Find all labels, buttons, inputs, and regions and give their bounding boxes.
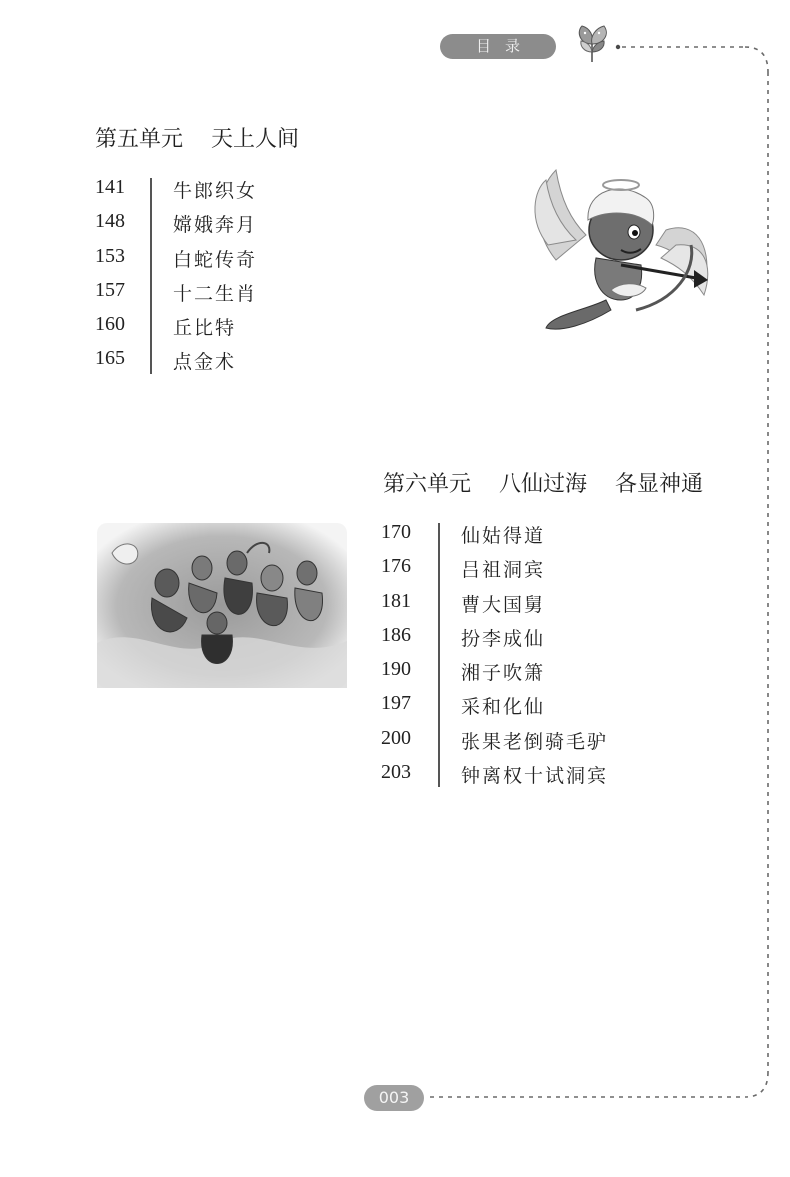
- toc-header-label: 目录: [440, 34, 556, 59]
- toc-page-number: 190: [381, 658, 411, 681]
- toc-page-number: 181: [381, 589, 411, 612]
- toc-page-number: 170: [381, 521, 411, 543]
- toc-page-number: 153: [95, 244, 125, 267]
- toc-page-number: 203: [381, 761, 411, 784]
- toc-entry-title: 牛郎织女: [173, 180, 258, 202]
- toc-entry[interactable]: [381, 551, 761, 585]
- toc-entry-title: 采和化仙: [461, 696, 546, 719]
- toc-entry[interactable]: [381, 517, 761, 551]
- toc-entry[interactable]: [95, 172, 395, 206]
- toc-entry-title: 嫦娥奔月: [173, 214, 258, 237]
- toc-entry-title: 扮李成仙: [461, 627, 546, 650]
- toc-entry-title: 十二生肖: [173, 282, 258, 305]
- toc-entry-title: 张果老倒骑毛驴: [461, 730, 609, 753]
- toc-entry-title: 点金术: [173, 351, 237, 374]
- toc-entry[interactable]: [95, 275, 395, 309]
- toc-page-number: 165: [95, 347, 125, 370]
- toc-entry[interactable]: [95, 206, 395, 240]
- toc-page-number: 176: [381, 555, 411, 578]
- toc-entry-title: 白蛇传奇: [173, 248, 258, 271]
- toc-entry[interactable]: [381, 688, 761, 722]
- toc-page-number: 157: [95, 278, 125, 301]
- toc-entry-title: 仙姑得道: [461, 525, 546, 547]
- toc-list-unit-6: [381, 517, 761, 791]
- toc-page-number: 148: [95, 210, 125, 233]
- toc-page-number: 186: [381, 623, 411, 646]
- toc-entry[interactable]: [95, 309, 395, 343]
- toc-page-number: 200: [381, 726, 411, 749]
- toc-entry[interactable]: [381, 654, 761, 688]
- page-number-badge: 003: [364, 1085, 424, 1111]
- toc-entry-title: 湘子吹箫: [461, 662, 546, 685]
- section-title-unit-6: 第六单元 八仙过海 各显神通: [383, 472, 703, 497]
- toc-entry[interactable]: [381, 723, 761, 757]
- toc-entry-title: 丘比特: [173, 317, 237, 340]
- toc-page-number: 160: [95, 313, 125, 336]
- toc-entry[interactable]: [381, 757, 761, 791]
- eight-immortals-illustration: [97, 523, 347, 688]
- toc-page-number: 141: [95, 176, 125, 198]
- toc-entry[interactable]: [381, 620, 761, 654]
- toc-entry[interactable]: [381, 586, 761, 620]
- toc-entry-title: 曹大国舅: [461, 593, 546, 616]
- section-title-unit-5: 第五单元 天上人间: [95, 127, 299, 152]
- toc-entry[interactable]: [95, 241, 395, 275]
- toc-entry-title: 钟离权十试洞宾: [461, 765, 609, 788]
- toc-entry-title: 吕祖洞宾: [461, 559, 546, 582]
- toc-list-unit-5: [95, 172, 395, 378]
- toc-entry[interactable]: [95, 343, 395, 377]
- toc-page-number: 197: [381, 692, 411, 715]
- leaf-icon: [572, 22, 614, 64]
- cupid-illustration: [526, 150, 716, 340]
